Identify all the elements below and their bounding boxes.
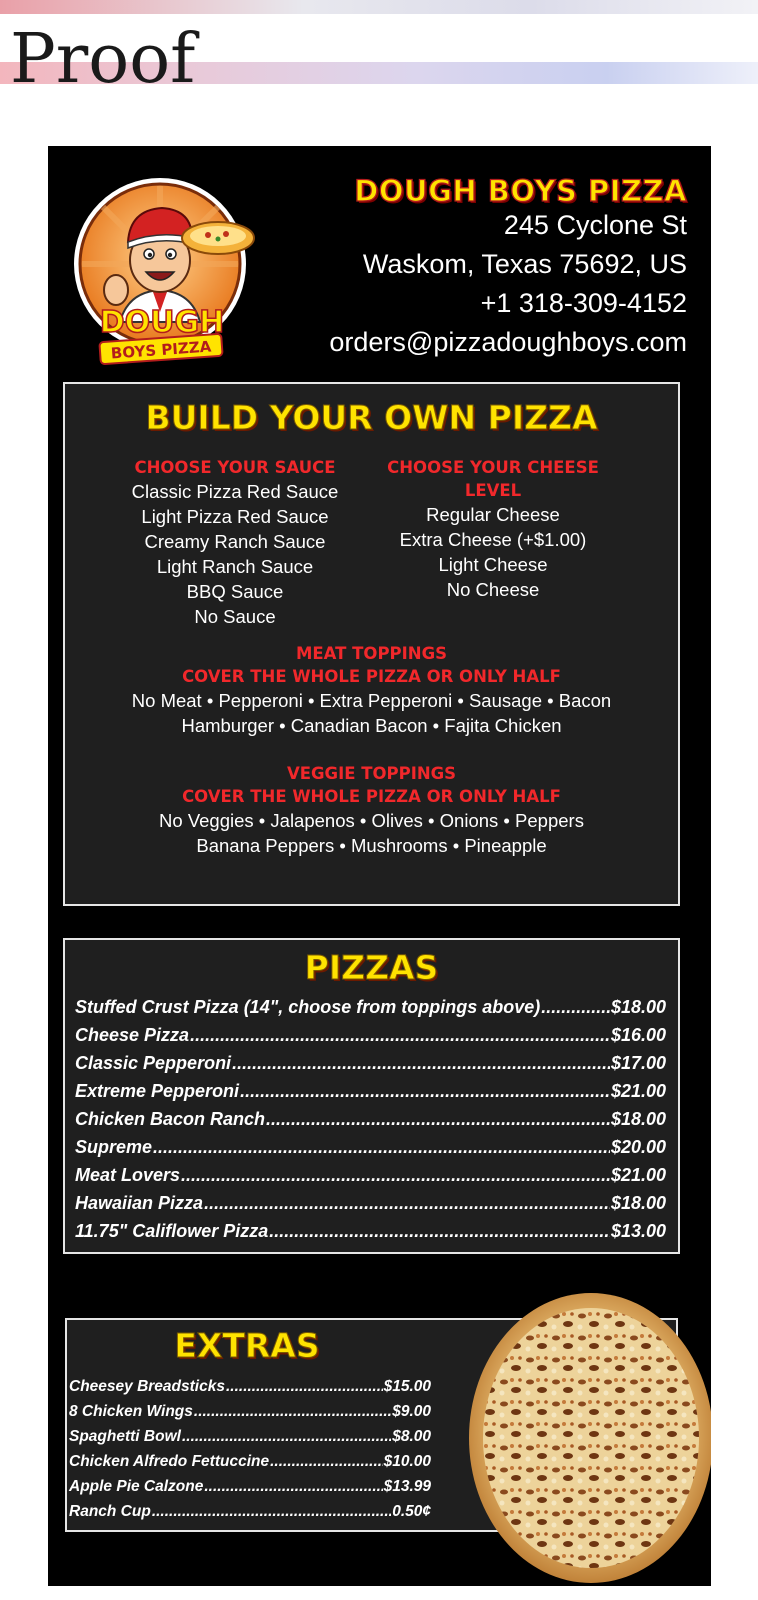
meat-options-line: Hamburger • Canadian Bacon • Fajita Chicken: [181, 715, 562, 736]
sauce-column: [105, 456, 365, 629]
logo-text-boys-pizza: BOYS PIZZA: [110, 337, 212, 363]
meat-toppings: [65, 642, 678, 738]
pizza-row: [75, 1021, 666, 1049]
pizzas-section: [63, 938, 680, 1254]
sauce-option: Classic Pizza Red Sauce: [131, 481, 339, 502]
pizzas-title: PIZZAS: [304, 948, 439, 987]
extra-price: 0.50¢: [392, 1503, 431, 1520]
extra-row: [69, 1399, 431, 1424]
pizza-name: Meat Lovers: [75, 1165, 181, 1185]
pizza-price: $21.00: [610, 1081, 666, 1101]
extra-price: $15.00: [383, 1378, 431, 1395]
pizza-name: Hawaiian Pizza: [75, 1193, 204, 1213]
pizza-row: [75, 1133, 666, 1161]
cheese-option: Extra Cheese (+$1.00): [399, 529, 587, 550]
pizza-row: [75, 1049, 666, 1077]
meat-options-line: No Meat • Pepperoni • Extra Pepperoni • Sausage • Bacon: [131, 690, 612, 711]
menu-flyer: [48, 146, 711, 1586]
build-title: BUILD YOUR OWN PIZZA: [145, 398, 598, 437]
pizza-name: Supreme: [75, 1137, 153, 1157]
cheese-heading-level: LEVEL: [464, 481, 522, 500]
pizza-photo-icon: [446, 1288, 711, 1586]
extras-title: EXTRAS: [174, 1326, 320, 1365]
pizza-name: Extreme Pepperoni: [75, 1081, 240, 1101]
veggie-heading: VEGGIE TOPPINGS: [286, 764, 457, 783]
pizza-price: $20.00: [610, 1137, 666, 1157]
pizza-list: [65, 993, 678, 1245]
extra-name: Ranch Cup: [69, 1503, 151, 1520]
cheese-option: No Cheese: [446, 579, 540, 600]
pizza-price: $13.00: [610, 1221, 666, 1241]
restaurant-name: DOUGH BOYS PIZZA: [354, 174, 687, 208]
extra-name: Chicken Alfredo Fettuccine: [69, 1453, 270, 1470]
email-address: orders@pizzadoughboys.com: [329, 327, 687, 357]
veggie-options-line: Banana Peppers • Mushrooms • Pineapple: [196, 835, 547, 856]
meat-subheading: COVER THE WHOLE PIZZA OR ONLY HALF: [182, 667, 561, 686]
sauce-option: BBQ Sauce: [186, 581, 284, 602]
pizza-name: Cheese Pizza: [75, 1025, 190, 1045]
extra-name: Apple Pie Calzone: [69, 1478, 204, 1495]
pizza-name: Classic Pepperoni: [75, 1053, 232, 1073]
top-decorative-band: [0, 0, 758, 14]
phone-number: +1 318-309-4152: [480, 288, 687, 318]
sauce-option: Light Pizza Red Sauce: [141, 506, 329, 527]
pizza-name: Stuffed Crust Pizza (14", choose from toppings above): [75, 997, 541, 1017]
pizza-row: [75, 1077, 666, 1105]
page-title: Proof: [10, 20, 196, 99]
extra-name: 8 Chicken Wings: [69, 1403, 193, 1420]
meat-heading: MEAT TOPPINGS: [295, 644, 448, 663]
pizza-price: $16.00: [610, 1025, 666, 1045]
cheese-option: Light Cheese: [438, 554, 548, 575]
pizza-price: $21.00: [610, 1165, 666, 1185]
chef-mascot-logo-icon: [68, 172, 258, 372]
address-city: Waskom, Texas 75692, US: [362, 249, 687, 279]
address-street: 245 Cyclone St: [503, 210, 687, 240]
pizza-row: [75, 993, 666, 1021]
pizza-price: $17.00: [610, 1053, 666, 1073]
extra-price: $13.99: [383, 1478, 431, 1495]
extra-price: $8.00: [392, 1428, 431, 1445]
pizza-row: [75, 1217, 666, 1245]
pizza-row: [75, 1189, 666, 1217]
extra-price: $10.00: [383, 1453, 431, 1470]
pizza-name: Chicken Bacon Ranch: [75, 1109, 266, 1129]
sauce-option: Light Ranch Sauce: [156, 556, 314, 577]
extras-list: [69, 1374, 431, 1524]
extra-row: [69, 1374, 431, 1399]
extra-name: Spaghetti Bowl: [69, 1428, 181, 1445]
pizza-price: $18.00: [610, 1109, 666, 1129]
veggie-options-line: No Veggies • Jalapenos • Olives • Onions • Peppers: [159, 810, 584, 831]
extra-row: [69, 1474, 431, 1499]
extra-row: [69, 1449, 431, 1474]
veggie-subheading: COVER THE WHOLE PIZZA OR ONLY HALF: [182, 787, 561, 806]
pizza-name: 11.75" Califlower Pizza: [75, 1221, 269, 1241]
veggie-toppings: [65, 762, 678, 858]
pizza-row: [75, 1161, 666, 1189]
extra-row: [69, 1499, 431, 1524]
sauce-heading: CHOOSE YOUR SAUCE: [134, 458, 336, 477]
cheese-heading: CHOOSE YOUR CHEESE: [387, 458, 599, 477]
cheese-option: Regular Cheese: [426, 504, 560, 525]
sauce-option: Creamy Ranch Sauce: [144, 531, 326, 552]
build-your-own-section: [63, 382, 680, 906]
pizza-price: $18.00: [610, 997, 666, 1017]
pizza-row: [75, 1105, 666, 1133]
extra-price: $9.00: [392, 1403, 431, 1420]
cheese-column: [363, 456, 623, 602]
pizza-price: $18.00: [610, 1193, 666, 1213]
sauce-option: No Sauce: [194, 606, 276, 627]
extra-row: [69, 1424, 431, 1449]
extra-name: Cheesey Breadsticks: [69, 1378, 225, 1395]
logo-text-dough: DOUGH: [99, 305, 225, 340]
